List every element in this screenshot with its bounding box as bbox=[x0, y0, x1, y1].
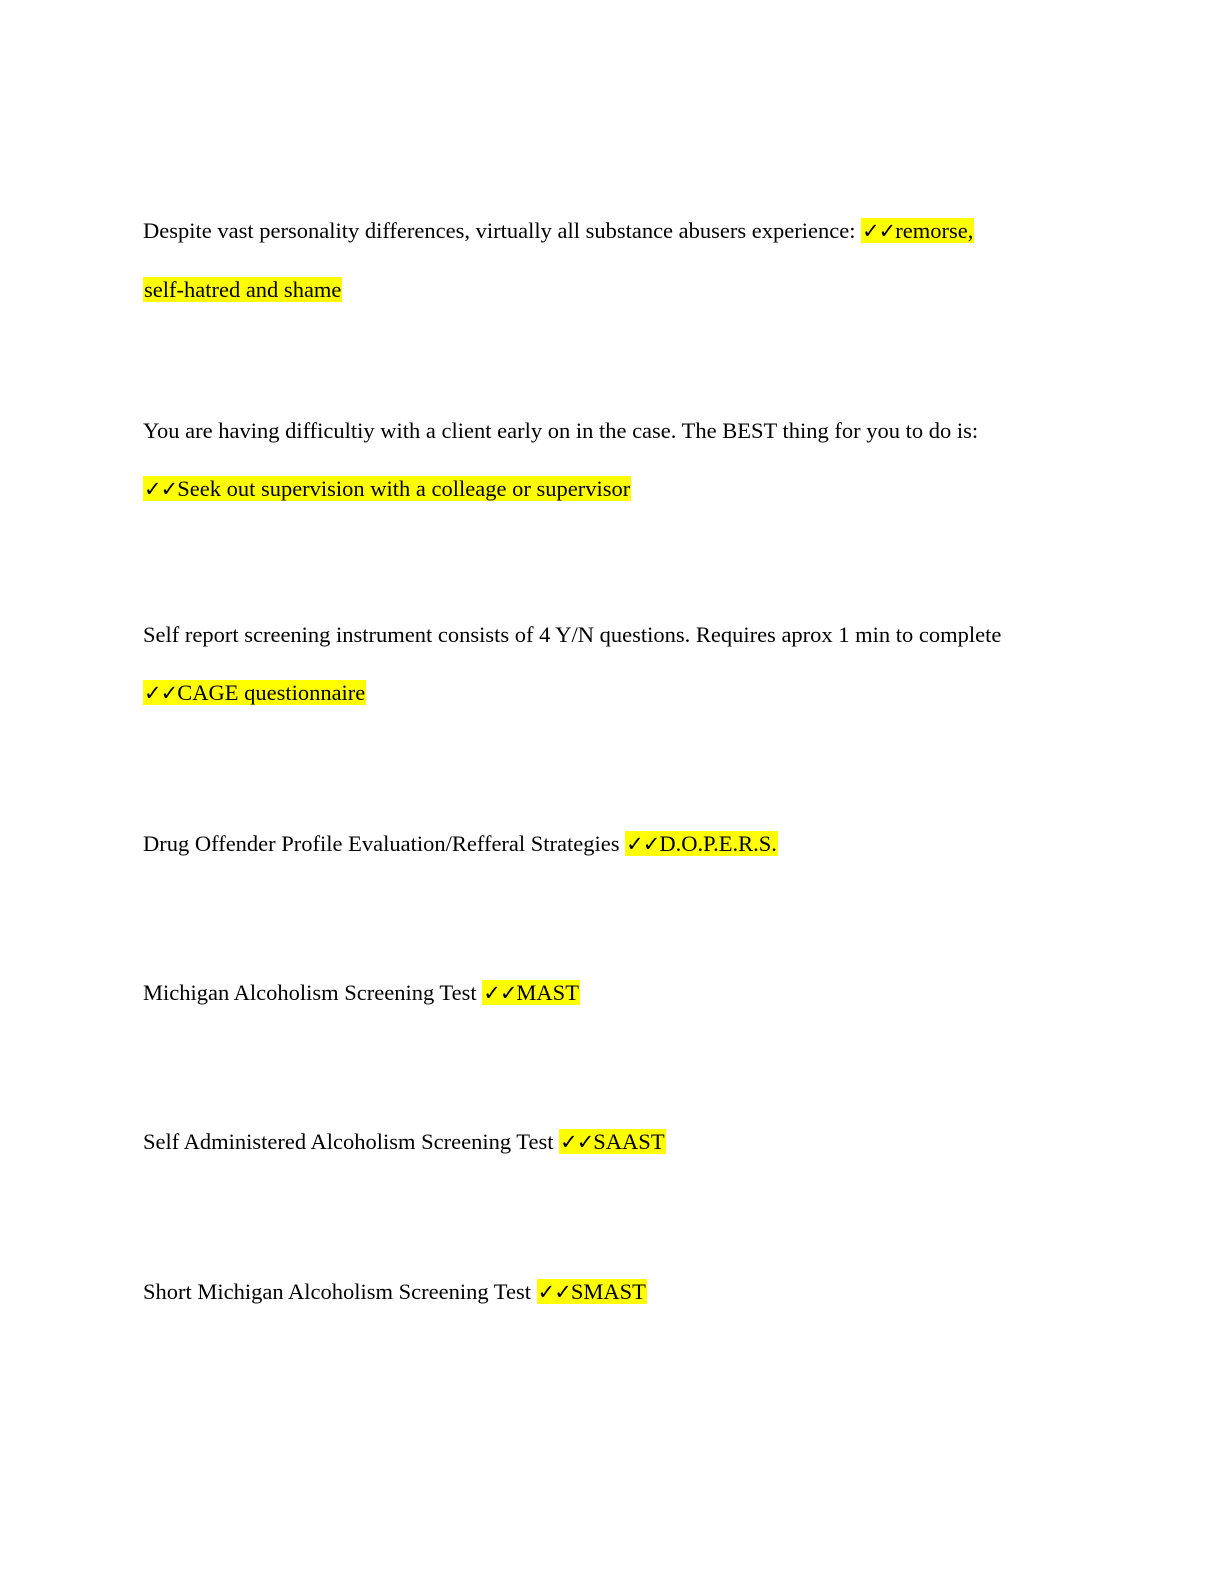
question-text: Self report screening instrument consists of 4 Y/N questions. Requires aprox 1 min to complete bbox=[143, 622, 1002, 647]
answer-highlight bbox=[625, 831, 778, 856]
double-check-icon: ✓✓ bbox=[144, 681, 178, 705]
double-check-icon: ✓✓ bbox=[862, 219, 896, 243]
answer-text: MAST bbox=[516, 980, 579, 1005]
answer-text: remorse, bbox=[895, 218, 974, 243]
question-text: Short Michigan Alcoholism Screening Test bbox=[143, 1279, 537, 1304]
answer-line bbox=[143, 472, 631, 506]
double-check-icon: ✓✓ bbox=[483, 981, 517, 1005]
double-check-icon: ✓✓ bbox=[537, 1280, 571, 1304]
answer-highlight bbox=[143, 680, 366, 705]
question-line bbox=[143, 618, 1001, 652]
answer-text: CAGE questionnaire bbox=[177, 680, 366, 705]
answer-line bbox=[143, 676, 366, 710]
question-text: Self Administered Alcoholism Screening Test bbox=[143, 1129, 560, 1154]
answer-text: self-hatred and shame bbox=[144, 277, 342, 302]
answer-highlight bbox=[559, 1129, 665, 1154]
answer-highlight bbox=[482, 980, 580, 1005]
double-check-icon: ✓✓ bbox=[144, 477, 178, 501]
answer-text: Seek out supervision with a colleage or supervisor bbox=[177, 476, 631, 501]
double-check-icon: ✓✓ bbox=[560, 1130, 594, 1154]
answer-text: SMAST bbox=[570, 1279, 646, 1304]
answer-text: D.O.P.E.R.S. bbox=[659, 831, 777, 856]
question-text: You are having difficultiy with a client early on in the case. The BEST thing for you to do is: bbox=[143, 418, 979, 443]
answer-highlight bbox=[143, 277, 342, 302]
question-line bbox=[143, 214, 974, 248]
answer-highlight bbox=[861, 218, 974, 243]
answer-highlight bbox=[143, 476, 631, 501]
question-line bbox=[143, 976, 580, 1010]
double-check-icon: ✓✓ bbox=[626, 832, 660, 856]
question-line bbox=[143, 1125, 666, 1159]
question-line bbox=[143, 414, 978, 448]
question-text: Michigan Alcoholism Screening Test bbox=[143, 980, 483, 1005]
answer-text: SAAST bbox=[593, 1129, 665, 1154]
answer-highlight bbox=[537, 1279, 647, 1304]
question-line bbox=[143, 1275, 647, 1309]
question-line bbox=[143, 827, 778, 861]
question-text: Despite vast personality differences, virtually all substance abusers experience: bbox=[143, 218, 862, 243]
answer-line bbox=[143, 273, 342, 307]
question-text: Drug Offender Profile Evaluation/Refferal Strategies bbox=[143, 831, 626, 856]
